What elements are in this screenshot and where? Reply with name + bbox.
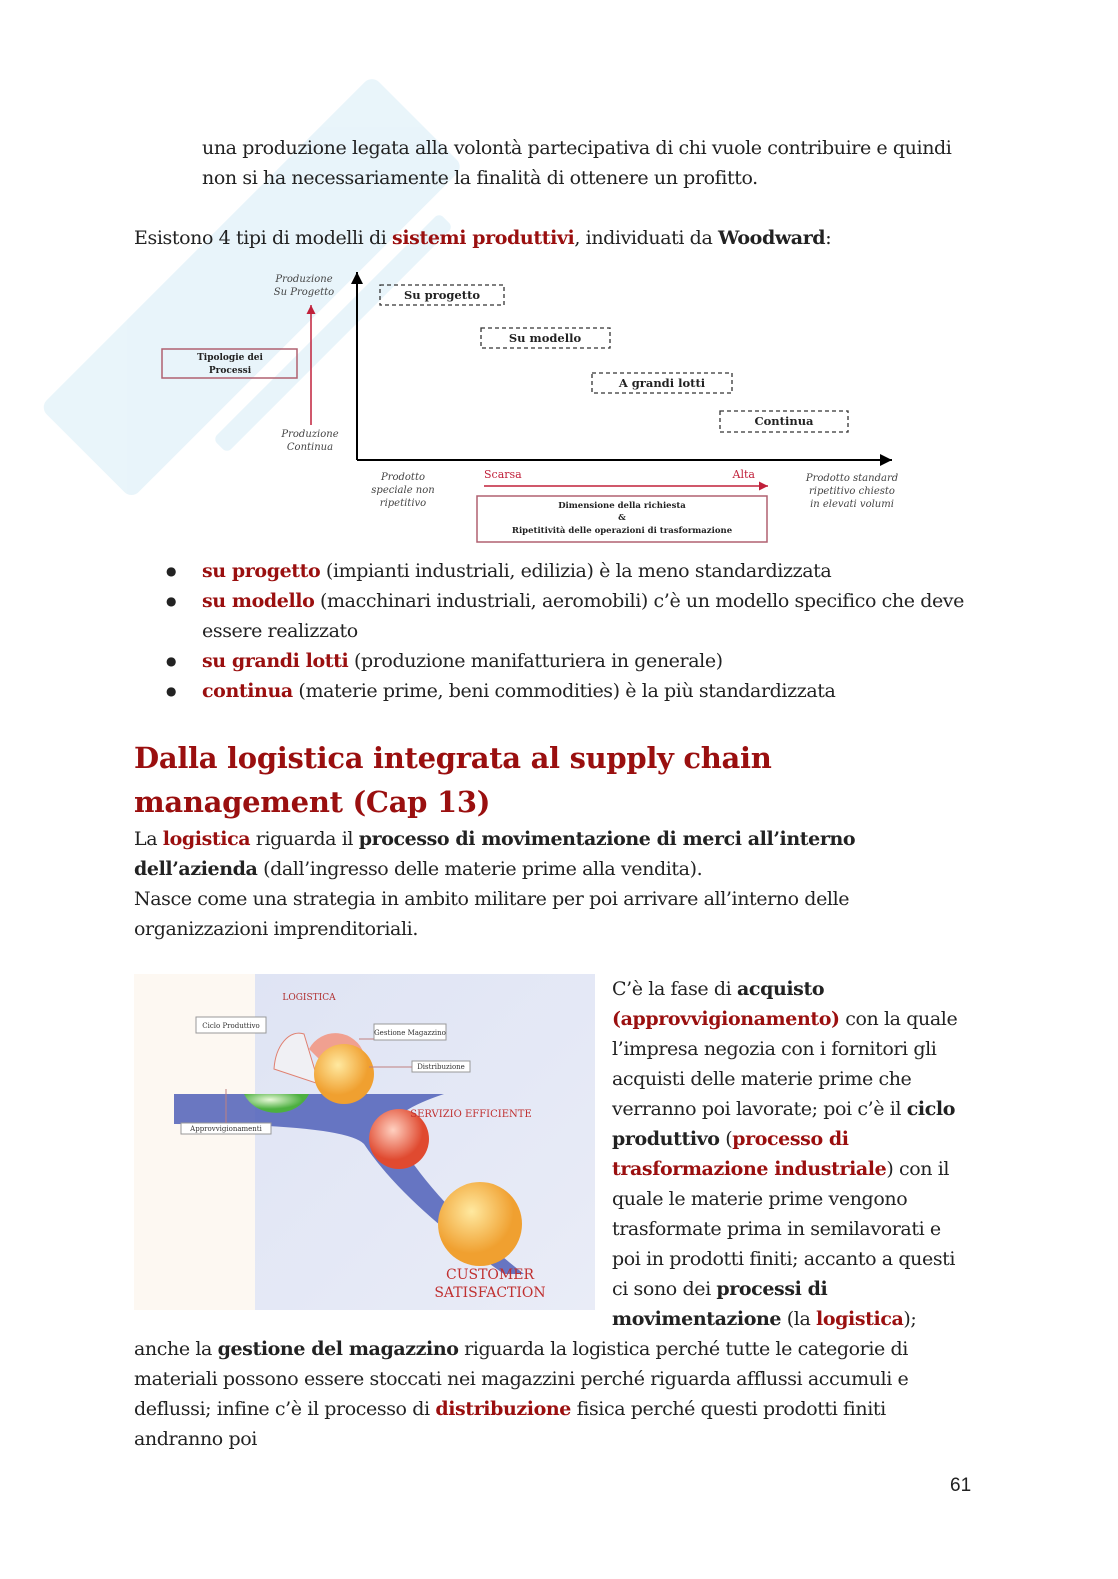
box-label: Su progetto xyxy=(403,288,481,302)
bottom-box-label: & xyxy=(618,513,626,523)
y-top-label: Su Progetto xyxy=(273,287,335,298)
text: (dall’ingresso delle materie prime alla vendita). xyxy=(257,858,703,880)
highlight-term: logistica xyxy=(162,828,251,850)
x-left-label: Prodotto xyxy=(380,472,426,483)
page-number: 61 xyxy=(950,1475,972,1496)
box-label: Su modello xyxy=(508,331,582,345)
text: C’è la fase di xyxy=(612,978,737,1000)
bold-term: processi di movimentazione xyxy=(612,1278,828,1330)
logistics-figure xyxy=(134,974,595,1310)
figure-label-satisfaction: SATISFACTION xyxy=(434,1285,546,1301)
side-box-label: Tipologie dei xyxy=(197,353,263,363)
desc: (impianti industriali, edilizia) è la meno standardizzata xyxy=(320,560,832,582)
orange-segment xyxy=(314,1044,374,1104)
figure-label: Approvvigionamenti xyxy=(190,1125,262,1133)
list-item xyxy=(134,676,974,706)
list-item xyxy=(134,556,974,586)
bold-term: processo di movimentazione di merci all’interno dell’azienda xyxy=(134,828,856,880)
paragraph-logistica xyxy=(134,824,974,884)
bold-term: acquisto xyxy=(736,978,825,1000)
bold-term: ciclo produttivo xyxy=(612,1098,955,1150)
figure-label-customer: CUSTOMER xyxy=(445,1267,535,1283)
desc: (macchinari industriali, aeromobili) c’è un modello specifico che deve essere realizzato xyxy=(202,590,964,642)
highlight-term: processo di trasformazione industriale xyxy=(612,1128,887,1180)
highlight-term: (approvvigionamento) xyxy=(612,1008,840,1030)
figure-label: Ciclo Produttivo xyxy=(202,1022,260,1030)
text: ); anche xyxy=(134,1308,917,1360)
x-right-label: Prodotto standard xyxy=(805,473,899,484)
text: la xyxy=(195,1338,218,1360)
intro-paragraph: una produzione legata alla volontà partecipativa di chi vuole contribuire e quindi non si ha necessariamente la finalità di ottenere un profitto. xyxy=(202,137,952,189)
text: (la xyxy=(781,1308,817,1330)
highlight-term: sistemi produttivi xyxy=(392,227,575,249)
text: : xyxy=(825,227,832,249)
highlight-term: distribuzione xyxy=(435,1398,571,1420)
woodward-diagram xyxy=(0,253,1118,556)
text: ( xyxy=(719,1128,733,1150)
orange-sphere xyxy=(438,1182,522,1266)
text: con la quale l’impresa negozia con i fornitori gli acquisti delle materie prime che verranno poi lavorate; poi c’è il xyxy=(612,1008,958,1120)
box-label: Continua xyxy=(754,414,814,428)
highlight-term: logistica xyxy=(816,1308,904,1330)
scale-high-label: Alta xyxy=(732,468,755,481)
bottom-box-label: Dimensione della richiesta xyxy=(558,501,686,511)
text: La xyxy=(134,828,163,850)
paragraph-phases xyxy=(134,974,974,1454)
term: continua xyxy=(202,680,293,702)
box-label: A grandi lotti xyxy=(618,376,706,390)
x-right-label: in elevati volumi xyxy=(810,499,894,510)
text: Esistono 4 tipi di modelli di xyxy=(134,227,393,249)
bold-term: gestione del magazzino xyxy=(217,1338,459,1360)
page-content xyxy=(134,133,974,1454)
paragraph-origin: Nasce come una strategia in ambito militare per poi arrivare all’interno delle organizzazioni imprenditoriali. xyxy=(134,888,850,940)
section-heading: Dalla logistica integrata al supply chain management (Cap 13) xyxy=(134,741,772,819)
text: riguarda la logistica perché tutte le categorie di materiali possono essere stoccati nei magazzini perché riguarda afflussi accumuli e deflussi; infine c’è il processo di xyxy=(134,1338,909,1420)
bottom-box-label: Ripetitività delle operazioni di trasformazione xyxy=(511,526,733,536)
figure-label: Gestione Magazzino xyxy=(374,1029,446,1037)
x-left-label: speciale non xyxy=(371,485,435,496)
text: fisica perché questi prodotti finiti andranno poi xyxy=(134,1398,886,1450)
y-top-label: Produzione xyxy=(275,274,333,285)
desc: (materie prime, beni commodities) è la più standardizzata xyxy=(292,680,836,702)
figure-title: LOGISTICA xyxy=(282,993,336,1003)
scale-low-label: Scarsa xyxy=(484,468,522,481)
y-bottom-label: Continua xyxy=(286,442,334,453)
text: riguarda il xyxy=(250,828,359,850)
bold-term: Woodward xyxy=(718,227,826,249)
term: su modello xyxy=(202,590,315,612)
text: ) con il quale le materie prime vengono trasformate prima in semilavorati e poi in prodotti finiti; accanto a questi ci sono dei xyxy=(612,1158,956,1300)
side-box-label: Processi xyxy=(208,366,252,376)
term: su progetto xyxy=(202,560,321,582)
x-left-label: ripetitivo xyxy=(379,498,427,509)
desc: (produzione manifatturiera in generale) xyxy=(348,650,723,672)
text: , individuati da xyxy=(574,227,719,249)
models-sentence xyxy=(134,223,974,253)
process-types-list xyxy=(134,556,974,706)
term: su grandi lotti xyxy=(202,650,349,672)
paragraph-warehouse xyxy=(134,1338,908,1450)
figure-label: Distribuzione xyxy=(417,1063,465,1071)
list-item xyxy=(134,646,974,676)
x-right-label: ripetitivo chiesto xyxy=(809,486,895,497)
y-bottom-label: Produzione xyxy=(281,429,339,440)
list-item xyxy=(134,586,974,646)
figure-label-service: SERVIZIO EFFICIENTE xyxy=(410,1109,532,1120)
